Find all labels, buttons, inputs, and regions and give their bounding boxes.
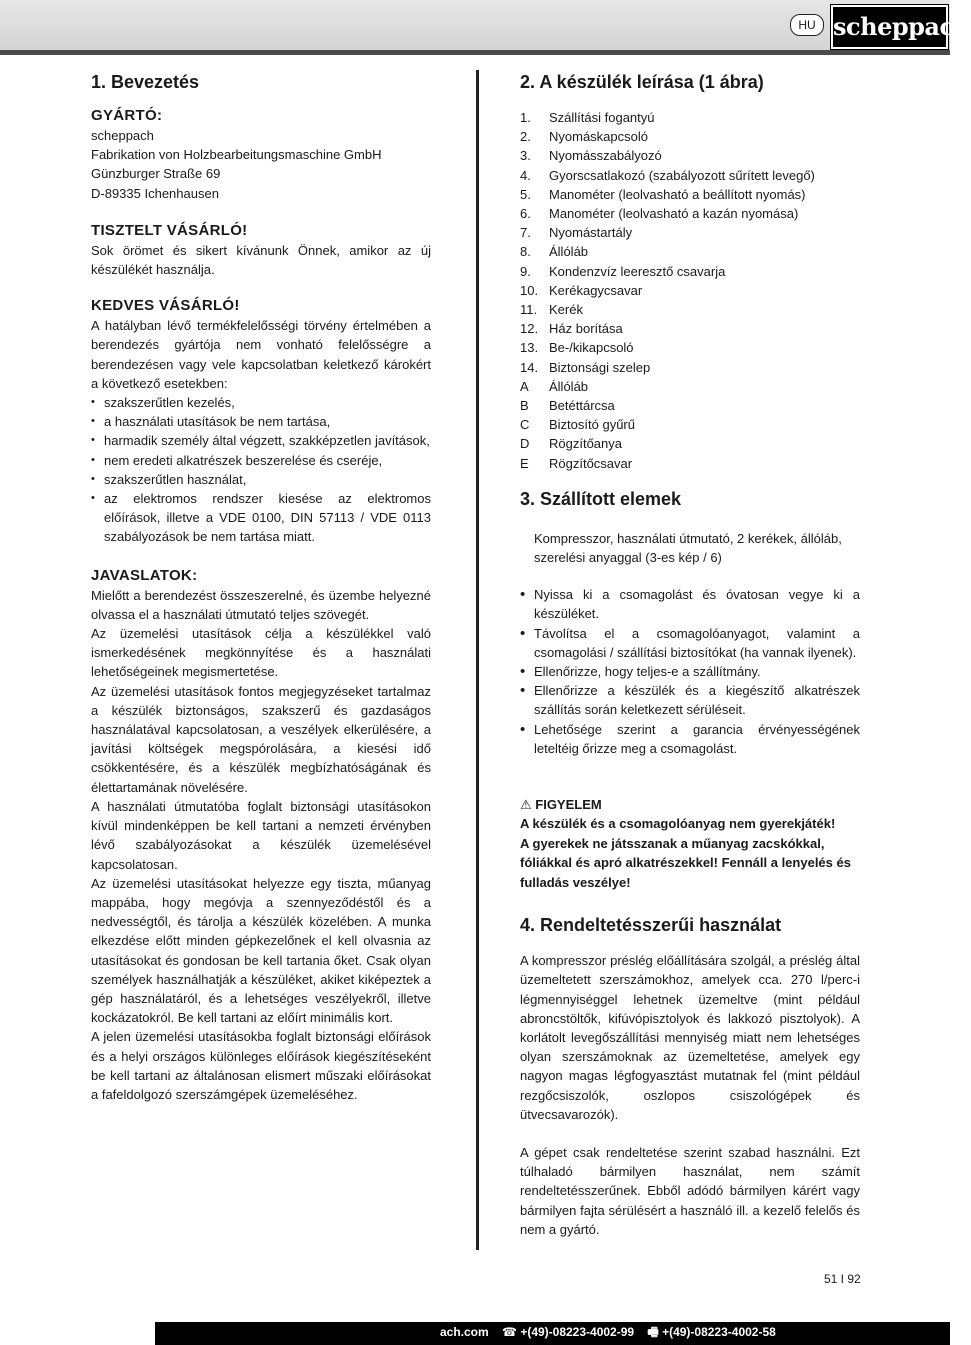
list-item: 6. Manométer (leolvasható a kazán nyomása): [520, 206, 799, 222]
website-text: ach.com: [440, 1325, 489, 1339]
list-item: 1. Szállítási fogantyú: [520, 110, 655, 125]
liability-text: A hatályban lévő termékfelelősségi törvény értelmében a berendezés gyártója nem vonható felelősségre a berendezésen vagy vele kapcsolatban keletkező károkért a következő esetekben:: [91, 318, 431, 391]
page-number: 51 I 92: [824, 1272, 861, 1286]
section-title-delivered: 3. Szállított elemek: [520, 488, 682, 509]
section-title-intended-use: 4. Rendeltetésszerűi használat: [520, 915, 782, 936]
section-title-introduction: 1. Bevezetés: [91, 72, 200, 92]
warning-title: ⚠ FIGYELEM: [520, 797, 602, 813]
address-line: Günzburger Straße 69: [91, 166, 221, 182]
footer-bar: [0, 1322, 950, 1345]
liability-cases-list: [91, 393, 431, 547]
tips-paragraph: A jelen üzemelési utasításokba foglalt biztonsági előírások és a helyi országos különleges előírások kiegészítéseként be kell tartani az általánosan elismert műszaki előírásokat a fafeldolgozó szerszámgépek üzemeléséhez.: [91, 1029, 431, 1102]
list-item: • Lehetősége szerint a garancia érvényességének leteltéig őrizze meg a csomagolást.: [520, 720, 860, 758]
left-column: [91, 70, 431, 1104]
dear-customer-text: Sok örömet és sikert kívánunk Önnek, amikor az új készülékét használja.: [91, 242, 431, 278]
list-item: C Biztosító gyűrű: [520, 417, 635, 433]
list-item: • az elektromos rendszer kiesése az elektromos előírások, illetve a VDE 0100, DIN 57113 / VDE 0113 szabályozások be nem tartása miatt.: [91, 489, 431, 547]
list-item: 13. Be-/kikapcsoló: [520, 340, 634, 356]
contact-info: [440, 1322, 786, 1343]
list-item: 5. Manométer (leolvasható a beállított nyomás): [520, 186, 806, 202]
list-item: • Távolítsa el a csomagolóanyagot, valamint a csomagolási / szállítási biztosítókat (ha vannak ilyenek).: [520, 624, 860, 662]
section-title-description: 2. A készülék leírása (1 ábra): [520, 72, 764, 92]
tips-paragraph: A használati útmutatóba foglalt biztonsági utasításokon kívül mindenképpen be kell tartani a nemzeti érvényben lévő szabályozásokat a készülék üzemelésével kapcsolatosan.: [91, 798, 431, 872]
list-item: 10. Kerékagycsavar: [520, 282, 643, 298]
list-item: 12. Ház borítása: [520, 321, 623, 337]
dear-customer-heading: TISZTELT VÁSÁRLÓ!: [91, 221, 248, 239]
list-item: • szakszerűtlen használat,: [91, 470, 431, 489]
list-item: 7. Nyomástartály: [520, 225, 633, 241]
address-line: Fabrikation von Holzbearbeitungsmaschine GmbH: [91, 147, 382, 163]
list-item: 8. Állóláb: [520, 244, 589, 260]
tips-heading: JAVASLATOK:: [91, 566, 198, 584]
phone-number: ☎ +(49)-08223-4002-99: [502, 1325, 635, 1339]
header-bar: [0, 0, 971, 55]
list-item: • szakszerűtlen kezelés,: [91, 393, 431, 412]
list-item: 2. Nyomáskapcsoló: [520, 129, 648, 145]
manufacturer-heading: GYÁRTÓ:: [91, 107, 163, 124]
list-item: • Nyissa ki a csomagolást és óvatosan vegye ki a készüléket.: [520, 585, 860, 623]
right-column: [520, 70, 860, 1239]
list-item: • nem eredeti alkatrészek beszerelése és cseréje,: [91, 451, 431, 470]
list-item: E Rögzítőcsavar: [520, 455, 633, 471]
list-item: 3. Nyomásszabályozó: [520, 148, 662, 164]
list-item: A Állóláb: [520, 378, 589, 394]
list-item: 9. Kondenzvíz leeresztő csavarja: [520, 263, 726, 279]
dear-buyer-heading: KEDVES VÁSÁRLÓ!: [91, 297, 240, 315]
list-item: B Betéttárcsa: [520, 398, 615, 414]
tips-paragraph: Az üzemelési utasítások célja a készülékkel való ismerkedésének megkönnyítése és a használati lehetőségeinek megismertetése.: [91, 626, 431, 680]
brand-logo: scheppach: [831, 5, 948, 49]
tips-paragraph: Az üzemelési utasítások fontos megjegyzéseket tartalmaz a készülék biztonságos, szakszerű és gazdaságos használatával kapcsolatosan, a veszélyek elkerülésére, a javítási költségek megspórolására, a kiesési idő csökkentésére, és a készülék megbízhatóságának és élettartamának növelésére.: [91, 683, 431, 795]
tips-paragraph: Mielőtt a berendezést összeszerelné, és üzembe helyezné olvassa el a használati útmutató teljes szövegét.: [91, 587, 431, 622]
list-item: D Rögzítőanya: [520, 436, 622, 452]
intended-use-paragraph: A gépet csak rendeltetése szerint szabad használni. Ezt túlhaladó bármilyen használat, nem számít rendeltetésszerűnek. Ebből adódó bármilyen kárért vagy bármilyen fajta sérülésért a használó ill. a kezelő felelős és nem a gyártó.: [520, 1144, 860, 1237]
list-item: 11. Kerék: [520, 302, 583, 318]
list-item: 14. Biztonsági szelep: [520, 359, 651, 375]
manufacturer-address: [91, 126, 431, 203]
address-line: scheppach: [91, 128, 154, 143]
fax-number: 🖷 +(49)-08223-4002-58: [647, 1325, 776, 1339]
warning-text: A készülék és a csomagolóanyag nem gyerekjáték! A gyerekek ne játsszanak a műanyag zacskókkal, fóliákkal és apró alkatrészekkel! Fennáll a lenyelés és fulladás veszélye!: [520, 816, 851, 890]
list-item: • Ellenőrizze, hogy teljes-e a szállítmány.: [520, 662, 860, 681]
list-item: • harmadik személy által végzett, szakképzetlen javítások,: [91, 431, 431, 450]
delivered-items-text: Kompresszor, használati útmutató, 2 kerékek, állóláb, szerelési anyaggal (3-es kép / 6): [534, 530, 842, 566]
list-item: • a használati utasítások be nem tartása,: [91, 412, 431, 431]
address-line: D-89335 Ichenhausen: [91, 185, 219, 201]
tips-paragraph: Az üzemelési utasításokat helyezze egy tiszta, műanyag mappába, hogy megóvja a szennyeződéstől és a nedvességtől, és tárolja a készülék közelében. A munka elkezdése előtt minden gépkezelőnek el kell olvasnia az utasításokat és gondosan be kell tartania őket. Csak olyan személyek használhatják a készüléket, akiket kiképeztek a gép használatáról, és a lehetséges veszélyekről, illetve kockázatokról. Be kell tartani az előírt minimális kort.: [91, 875, 431, 1026]
language-badge: HU: [790, 14, 824, 36]
parts-list: [520, 108, 860, 473]
column-divider: [476, 70, 479, 1250]
list-item: 4. Gyorscsatlakozó (szabályozott sűrített levegő): [520, 167, 815, 183]
unpack-steps-list: [520, 585, 860, 758]
list-item: • Ellenőrizze a készülék és a kiegészítő alkatrészek szállítás során keletkezett sérüléseit.: [520, 681, 860, 719]
intended-use-paragraph: A kompresszor préslég előállítására szolgál, a préslég által üzemeltetett szerszámokhoz, amelyek cca. 270 l/perc-i légmennyiséggel lehetnek üzemeltve (mint például abroncstöltők, kifúvópisztolyok és lakkozó pisztolyok). A korlátolt levegőszállítási mennyiség miatt nem lehetséges olyan szerszámoknak az üzemeltetése, amelyek egy nagyon magas légfogyasztást mutatnak fel (mint például rezgőcsiszolók, oszlopos csiszológépek és ütvecsavarozók).: [520, 953, 860, 1122]
